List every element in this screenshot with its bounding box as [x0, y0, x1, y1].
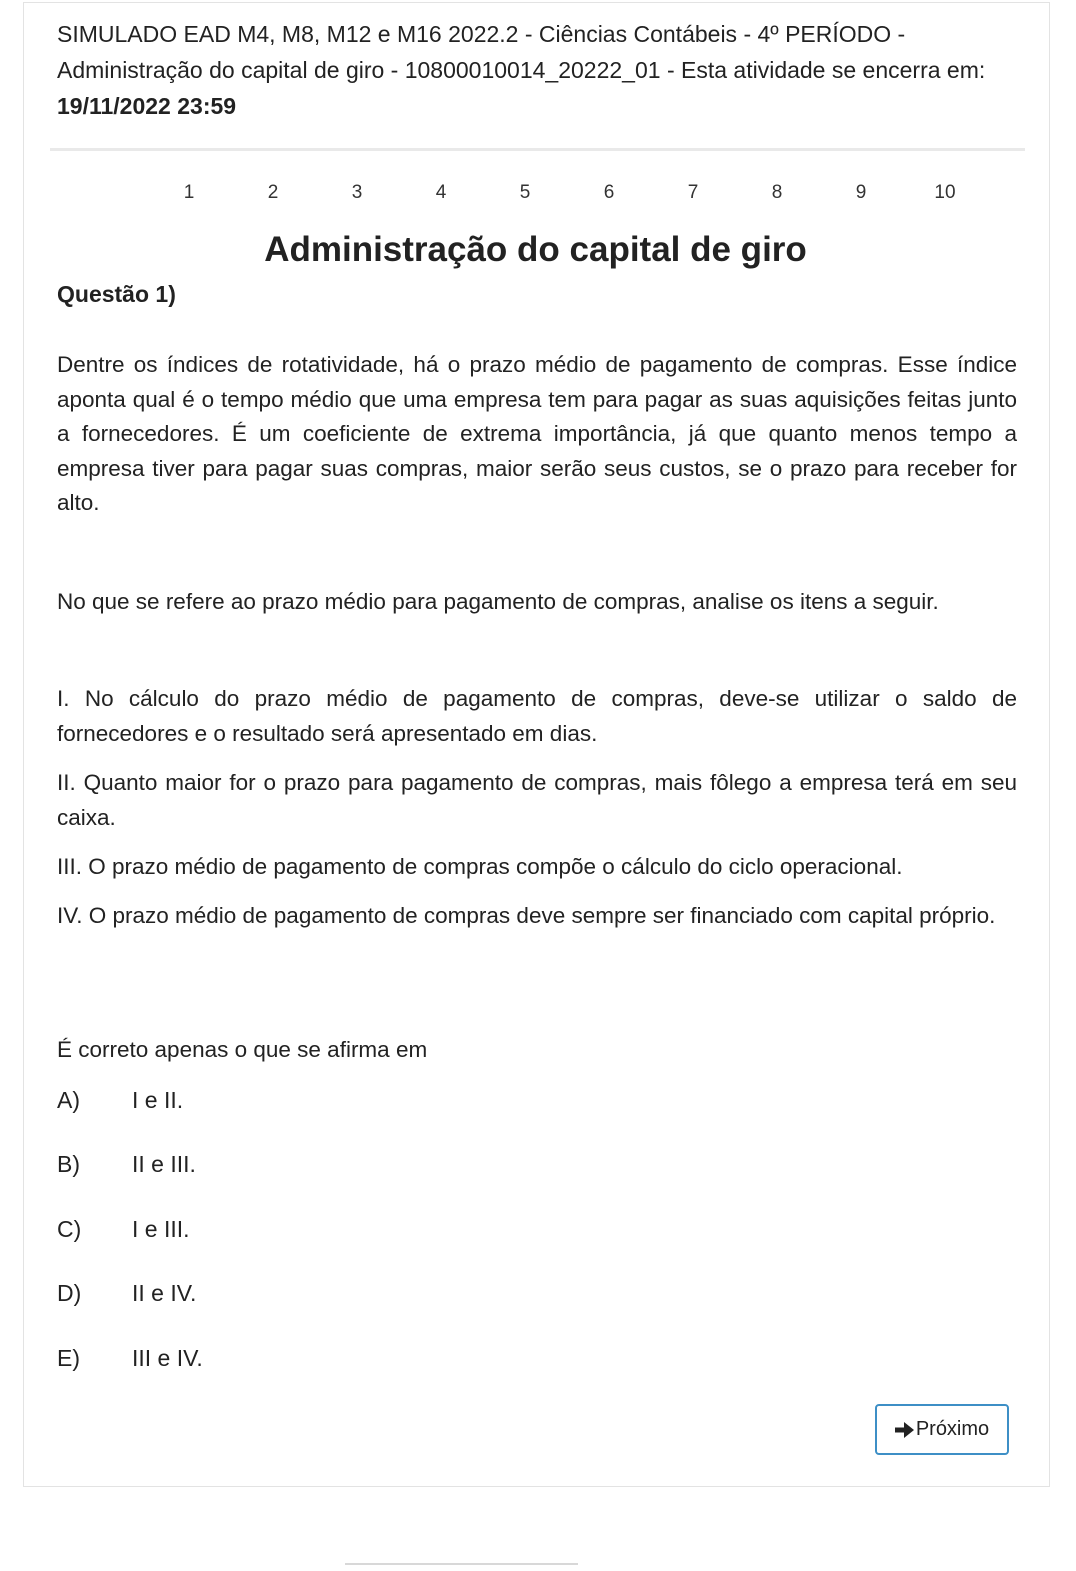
option-text: III e IV.: [132, 1345, 203, 1371]
question-nav-item-1[interactable]: 1: [183, 182, 195, 203]
question-nav-item-4[interactable]: 4: [435, 182, 447, 203]
answer-option-d[interactable]: [57, 1276, 357, 1310]
statement-i: I. No cálculo do prazo médio de pagamento de compras, deve-se utilizar o saldo de fornecedores e o resultado será apresentado em dias.: [57, 686, 1017, 746]
question-navigation: [0, 182, 1076, 208]
header-line-2: Administração do capital de giro - 10800010014_20222_01 - Esta atividade se encerra em:: [57, 57, 986, 83]
question-nav-item-2[interactable]: 2: [267, 182, 279, 203]
option-letter: B): [57, 1151, 80, 1177]
option-text: I e II.: [132, 1087, 184, 1113]
question-nav-item-10[interactable]: 10: [934, 182, 956, 203]
option-text: I e III.: [132, 1216, 190, 1242]
option-letter: E): [57, 1345, 80, 1371]
question-nav-item-5[interactable]: 5: [519, 182, 531, 203]
next-button-label: Próximo: [915, 1418, 990, 1440]
answer-option-b[interactable]: [57, 1147, 357, 1181]
statement-iv: IV. O prazo médio de pagamento de compras deve sempre ser financiado com capital próprio.: [57, 903, 996, 928]
header-line-1: SIMULADO EAD M4, M8, M12 e M16 2022.2 - Ciências Contábeis - 4º PERÍODO -: [57, 21, 906, 47]
header-divider: [50, 148, 1025, 151]
question-instruction-text: No que se refere ao prazo médio para pagamento de compras, analise os itens a seguir.: [57, 589, 939, 614]
option-letter: C): [57, 1216, 82, 1242]
question-nav-item-6[interactable]: 6: [603, 182, 615, 203]
answer-option-a[interactable]: [57, 1083, 357, 1117]
page-title-text: Administração do capital de giro: [264, 230, 807, 269]
option-letter: A): [57, 1087, 80, 1113]
question-nav-item-7[interactable]: 7: [687, 182, 699, 203]
answer-option-e[interactable]: [57, 1341, 357, 1375]
question-label: Questão 1): [57, 281, 176, 307]
option-letter: D): [57, 1280, 82, 1306]
page-title: [0, 230, 1076, 270]
option-text: II e IV.: [132, 1280, 197, 1306]
question-nav-item-8[interactable]: 8: [771, 182, 783, 203]
question-nav-item-9[interactable]: 9: [855, 182, 867, 203]
answer-option-c[interactable]: [57, 1212, 357, 1246]
statement-ii: II. Quanto maior for o prazo para pagamento de compras, mais fôlego a empresa terá em seu caixa.: [57, 770, 1017, 830]
arrow-right-icon: [895, 1422, 915, 1438]
activity-header: [57, 16, 1032, 124]
footer-divider: [345, 1563, 578, 1565]
statement-iii: III. O prazo médio de pagamento de compras compõe o cálculo do ciclo operacional.: [57, 854, 903, 879]
answer-prompt: É correto apenas o que se afirma em: [57, 1037, 428, 1062]
question-intro-text: Dentre os índices de rotatividade, há o prazo médio de pagamento de compras. Esse índice aponta qual é o tempo médio que uma empresa tem para pagar as suas aquisições feitas junto a fornecedores. É um coeficiente de extrema importância, já que quanto menos tempo a empresa tiver para pagar suas compras, maior serão seus custos, se o prazo para receber for alto.: [57, 352, 1017, 515]
deadline-date: 19/11/2022 23:59: [57, 93, 237, 119]
next-button[interactable]: [875, 1404, 1009, 1455]
option-text: II e III.: [132, 1151, 196, 1177]
question-nav-item-3[interactable]: 3: [351, 182, 363, 203]
